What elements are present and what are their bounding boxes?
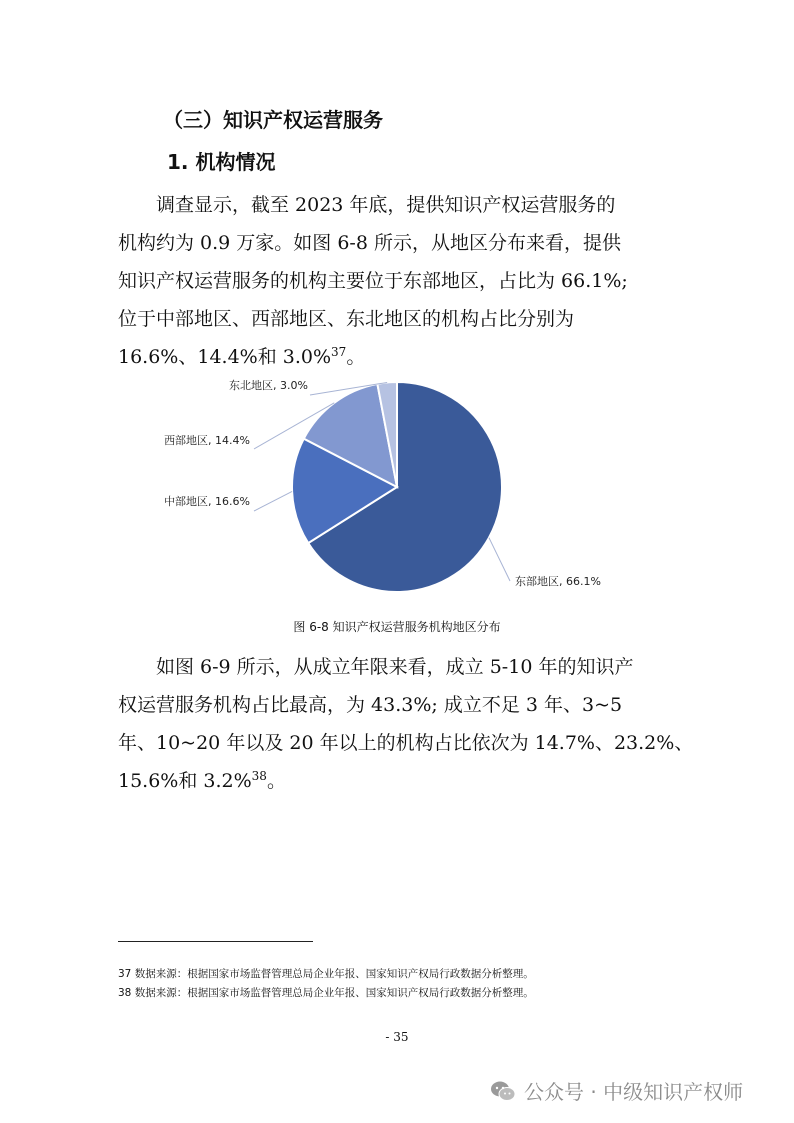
pie-chart [140, 378, 640, 598]
paragraph-1-line: 机构约为 0.9 万家。如图 6-8 所示，从地区分布来看，提供 [118, 232, 621, 254]
footnote-ref-38[interactable]: 38 [251, 769, 267, 783]
subsection-heading: 1. 机构情况 [167, 150, 276, 174]
slice-label-西部地区: 西部地区, 14.4% [164, 434, 250, 447]
chart-caption: 图 6-8 知识产权运营服务机构地区分布 [293, 620, 501, 634]
paragraph-2-line: 年、10~20 年以及 20 年以上的机构占比依次为 14.7%、23.2%、 [118, 732, 694, 754]
paragraph-1-end: 。 [346, 346, 366, 368]
leader-line-中部地区 [254, 491, 292, 511]
footnote-38: 38 数据来源：根据国家市场监督管理总局企业年报、国家知识产权局行政数据分析整理。 [118, 987, 534, 999]
slice-label-中部地区: 中部地区, 16.6% [164, 495, 250, 508]
wechat-icon [490, 1080, 516, 1102]
paragraph-2-last-text: 15.6%和 3.2% [118, 770, 252, 792]
paragraph-1-line: 调查显示，截至 2023 年底，提供知识产权运营服务的 [156, 194, 616, 216]
leader-line-东部地区 [489, 538, 510, 581]
paragraph-2-line: 权运营服务机构占比最高，为 43.3%; 成立不足 3 年、3~5 [118, 694, 623, 716]
paragraph-1-last-line [118, 338, 678, 376]
footnote-37: 37 数据来源：根据国家市场监督管理总局企业年报、国家知识产权局行政数据分析整理。 [118, 968, 534, 980]
footnote-divider [118, 941, 313, 942]
page-number: - 35 [385, 1030, 409, 1044]
paragraph-1-line: 位于中部地区、西部地区、东北地区的机构占比分别为 [118, 308, 575, 330]
paragraph-1-last-text: 16.6%、14.4%和 3.0% [118, 346, 332, 368]
section-heading: （三）知识产权运营服务 [163, 108, 383, 132]
footnote-ref-37[interactable]: 37 [331, 345, 347, 359]
paragraph-1 [118, 186, 678, 376]
watermark [490, 1076, 743, 1105]
paragraph-1-line: 知识产权运营服务的机构主要位于东部地区，占比为 66.1%; [118, 270, 628, 292]
watermark-text: 公众号 · 中级知识产权师 [524, 1080, 744, 1104]
paragraph-2 [118, 648, 694, 800]
paragraph-2-end: 。 [266, 770, 286, 792]
pie-chart-svg [140, 378, 640, 598]
slice-label-东部地区: 东部地区, 66.1% [515, 575, 601, 588]
paragraph-2-line: 如图 6-9 所示，从成立年限来看，成立 5-10 年的知识产 [156, 656, 634, 678]
paragraph-2-last-line [118, 762, 678, 800]
slice-label-东北地区: 东北地区, 3.0% [229, 379, 308, 392]
